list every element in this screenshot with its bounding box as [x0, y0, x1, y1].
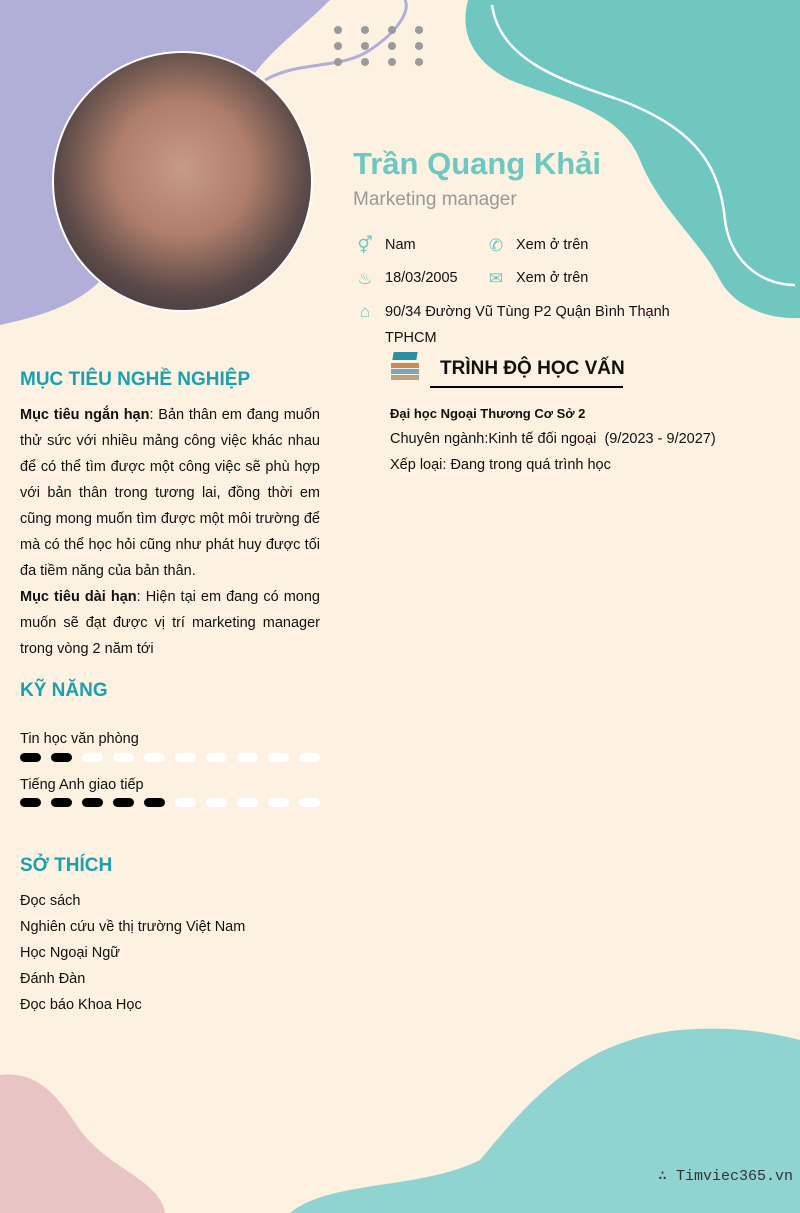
- skill-dot-empty: [237, 753, 258, 762]
- short-term-label: Mục tiêu ngắn hạn: [20, 407, 150, 423]
- gender-value: Nam: [385, 237, 416, 253]
- education-school: Đại học Ngoại Thương Cơ Sở 2: [390, 406, 586, 421]
- candidate-position: Marketing manager: [353, 189, 517, 210]
- skill-dot-empty: [299, 798, 320, 807]
- skill-rating: [20, 753, 320, 762]
- phone-row: [486, 237, 588, 255]
- objective-title: MỤC TIÊU NGHỀ NGHIỆP: [20, 369, 251, 390]
- skill-dot-empty: [175, 798, 196, 807]
- education-title: TRÌNH ĐỘ HỌC VẤN: [440, 358, 625, 379]
- skill-rating: [20, 798, 320, 807]
- gender-row: [355, 237, 416, 255]
- hobby-item: Đọc sách: [20, 893, 81, 909]
- short-term-text: : Bản thân em đang muốn thử sức với nhiều mảng công việc khác nhau để có thể tìm được một công việc sẽ phù hợp với bản thân trong tương lai, đồng thời em cũng mong muốn tìm được một môi trường để mà có thể học hỏi cũng như phát huy được tối đa tiềm năng của bản thân.: [20, 407, 320, 579]
- education-title-underline: [430, 386, 623, 388]
- objective-text: [20, 402, 320, 662]
- address-value: 90/34 Đường Vũ Tùng P2 Quận Bình Thạnh TPHCM: [385, 304, 670, 346]
- candidate-name: Trần Quang Khải: [353, 146, 602, 181]
- education-grade: Xếp loại: Đang trong quá trình học: [390, 457, 611, 473]
- home-icon: ⌂: [359, 302, 371, 321]
- skill-dot-empty: [268, 753, 289, 762]
- envelope-icon: ✉: [488, 269, 504, 288]
- skill-dot-empty: [206, 798, 227, 807]
- skill-dot-empty: [206, 753, 227, 762]
- email-row: [486, 270, 588, 288]
- skill-dot-filled: [144, 798, 165, 807]
- skill-dot-filled: [82, 798, 103, 807]
- skill-dot-empty: [268, 798, 289, 807]
- skill-dot-empty: [144, 753, 165, 762]
- gender-icon: ⚥: [357, 236, 373, 255]
- skill-dot-empty: [82, 753, 103, 762]
- phone-value: Xem ở trên: [516, 237, 589, 253]
- hobby-item: Nghiên cứu về thị trường Việt Nam: [20, 919, 246, 935]
- birthday-row: [355, 270, 458, 288]
- email-value: Xem ở trên: [516, 270, 589, 286]
- skill-dot-empty: [237, 798, 258, 807]
- birthday-value: 18/03/2005: [385, 270, 458, 286]
- hobbies-title: SỞ THÍCH: [20, 855, 113, 876]
- hobby-item: Đánh Đàn: [20, 971, 86, 987]
- skill-name: Tin học văn phòng: [20, 731, 139, 747]
- skill-dot-filled: [51, 798, 72, 807]
- skill-dot-empty: [113, 753, 134, 762]
- skills-title: KỸ NĂNG: [20, 680, 108, 701]
- birthday-cake-icon: ♨: [357, 269, 373, 288]
- avatar: [52, 51, 313, 312]
- footer-brand: ∴ Timviec365.vn: [658, 1168, 794, 1185]
- whatsapp-icon: ✆: [488, 236, 504, 255]
- skill-dot-filled: [20, 753, 41, 762]
- skill-dot-filled: [20, 798, 41, 807]
- skill-dot-filled: [113, 798, 134, 807]
- skill-dot-filled: [51, 753, 72, 762]
- hobby-item: Đọc báo Khoa Học: [20, 997, 142, 1013]
- long-term-text: : Hiện tại em đang có mong muốn sẽ đạt được vị trí marketing manager trong vòng 2 năm tới: [20, 589, 320, 657]
- skill-dot-empty: [299, 753, 320, 762]
- skill-dot-empty: [175, 753, 196, 762]
- address-row: [355, 299, 670, 351]
- skill-name: Tiếng Anh giao tiếp: [20, 777, 144, 793]
- hobby-item: Học Ngoại Ngữ: [20, 945, 120, 961]
- long-term-label: Mục tiêu dài hạn: [20, 589, 137, 605]
- education-major: Chuyên ngành:Kinh tế đối ngoại (9/2023 - 9/2027): [390, 431, 716, 447]
- education-icon: [390, 352, 420, 380]
